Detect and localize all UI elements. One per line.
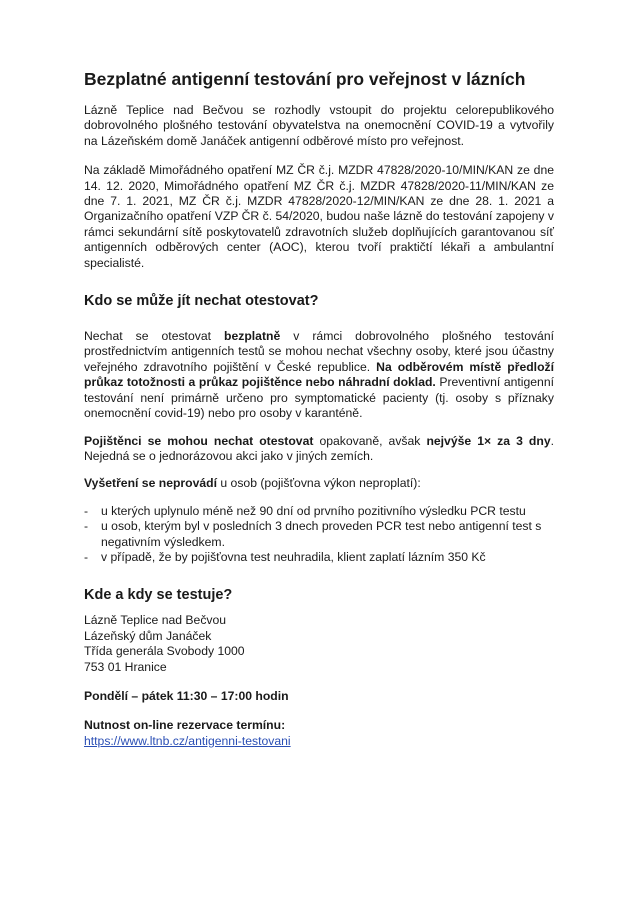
reservation-link[interactable]: https://www.ltnb.cz/antigenni-testovani <box>84 733 291 748</box>
address-block <box>84 613 554 675</box>
page-title: Bezplatné antigenní testování pro veřejnost v lázních <box>84 69 526 89</box>
where-heading: Kde a kdy se testuje? <box>84 587 233 604</box>
list-item: - v případě, že by pojišťovna test neuhradila, klient zaplatí lázním 350 Kč <box>84 549 486 564</box>
list-item: - u kterých uplynulo méně než 90 dní od prvního pozitivního výsledku PCR testu <box>84 503 526 518</box>
address-line: Lázně Teplice nad Bečvou <box>84 613 227 628</box>
exclusion-list <box>84 504 554 566</box>
legal-basis-paragraph: Na základě Mimořádného opatření MZ ČR č.j. MZDR 47828/2020-10/MIN/KAN ze dne 14. 12. 2020, Mimořádného opatření MZ ČR č.j. MZDR 47828/2020-11/MIN/KAN ze dne 7. 1. 2021, MZ ČR č.j. MZDR 47828/2020-12/MIN/KAN ze dne 28. 1. 2021 a Organizačního opatření VZP ČR č. 54/2020, budou naše lázně do testování zapojeny v rámci sekundární sítě poskytovatelů zdravotních služeb doplňujících garantovanou síť antigenních odběrových center (AOC), kterou tvoří praktičtí lékaři a ambulantní specialisté. <box>84 163 554 270</box>
reservation-label: Nutnost on-line rezervace termínu: <box>84 718 286 733</box>
reservation-link-line <box>84 734 554 749</box>
intro-paragraph: Lázně Teplice nad Bečvou se rozhodly vstoupit do projektu celorepublikového dobrovolného plošného testování obyvatelstva na onemocnění COVID-19 a vytvořily na Lázeňském domě Janáček antigenní odběrové místo pro veřejnost. <box>84 103 554 148</box>
address-line: 753 01 Hranice <box>84 659 167 674</box>
opening-hours: Pondělí – pátek 11:30 – 17:00 hodin <box>84 688 289 703</box>
who-paragraph-3: Vyšetření se neprovádí u osob (pojišťovna výkon neproplatí): <box>84 476 421 491</box>
document-content <box>84 68 554 749</box>
list-item: - u osob, kterým byl v posledních 3 dnech proveden PCR test nebo antigenní test s negativním výsledkem. <box>84 519 542 549</box>
who-paragraph-1: Nechat se otestovat bezplatně v rámci dobrovolného plošného testování prostřednictvím antigenních testů se mohou nechat všechny osoby, které jsou účastny veřejného zdravotního pojištění v České republice. Na odběrovém místě předloží průkaz totožnosti a průkaz pojištěnce nebo náhradní doklad. Preventivní antigenní testování není primárně určeno pro symptomatické pacienty (tj. osoby s příznaky onemocnění covid-19) nebo pro osoby v karanténě. <box>84 329 555 421</box>
who-heading: Kdo se může jít nechat otestovat? <box>84 293 319 310</box>
address-line: Třída generála Svobody 1000 <box>84 644 245 659</box>
address-line: Lázeňský dům Janáček <box>84 628 212 643</box>
who-paragraph-2: Pojištěnci se mohou nechat otestovat opakovaně, avšak nejvýše 1× za 3 dny. Nejedná se o jednorázovou akci jako v jiných zemích. <box>84 433 554 463</box>
